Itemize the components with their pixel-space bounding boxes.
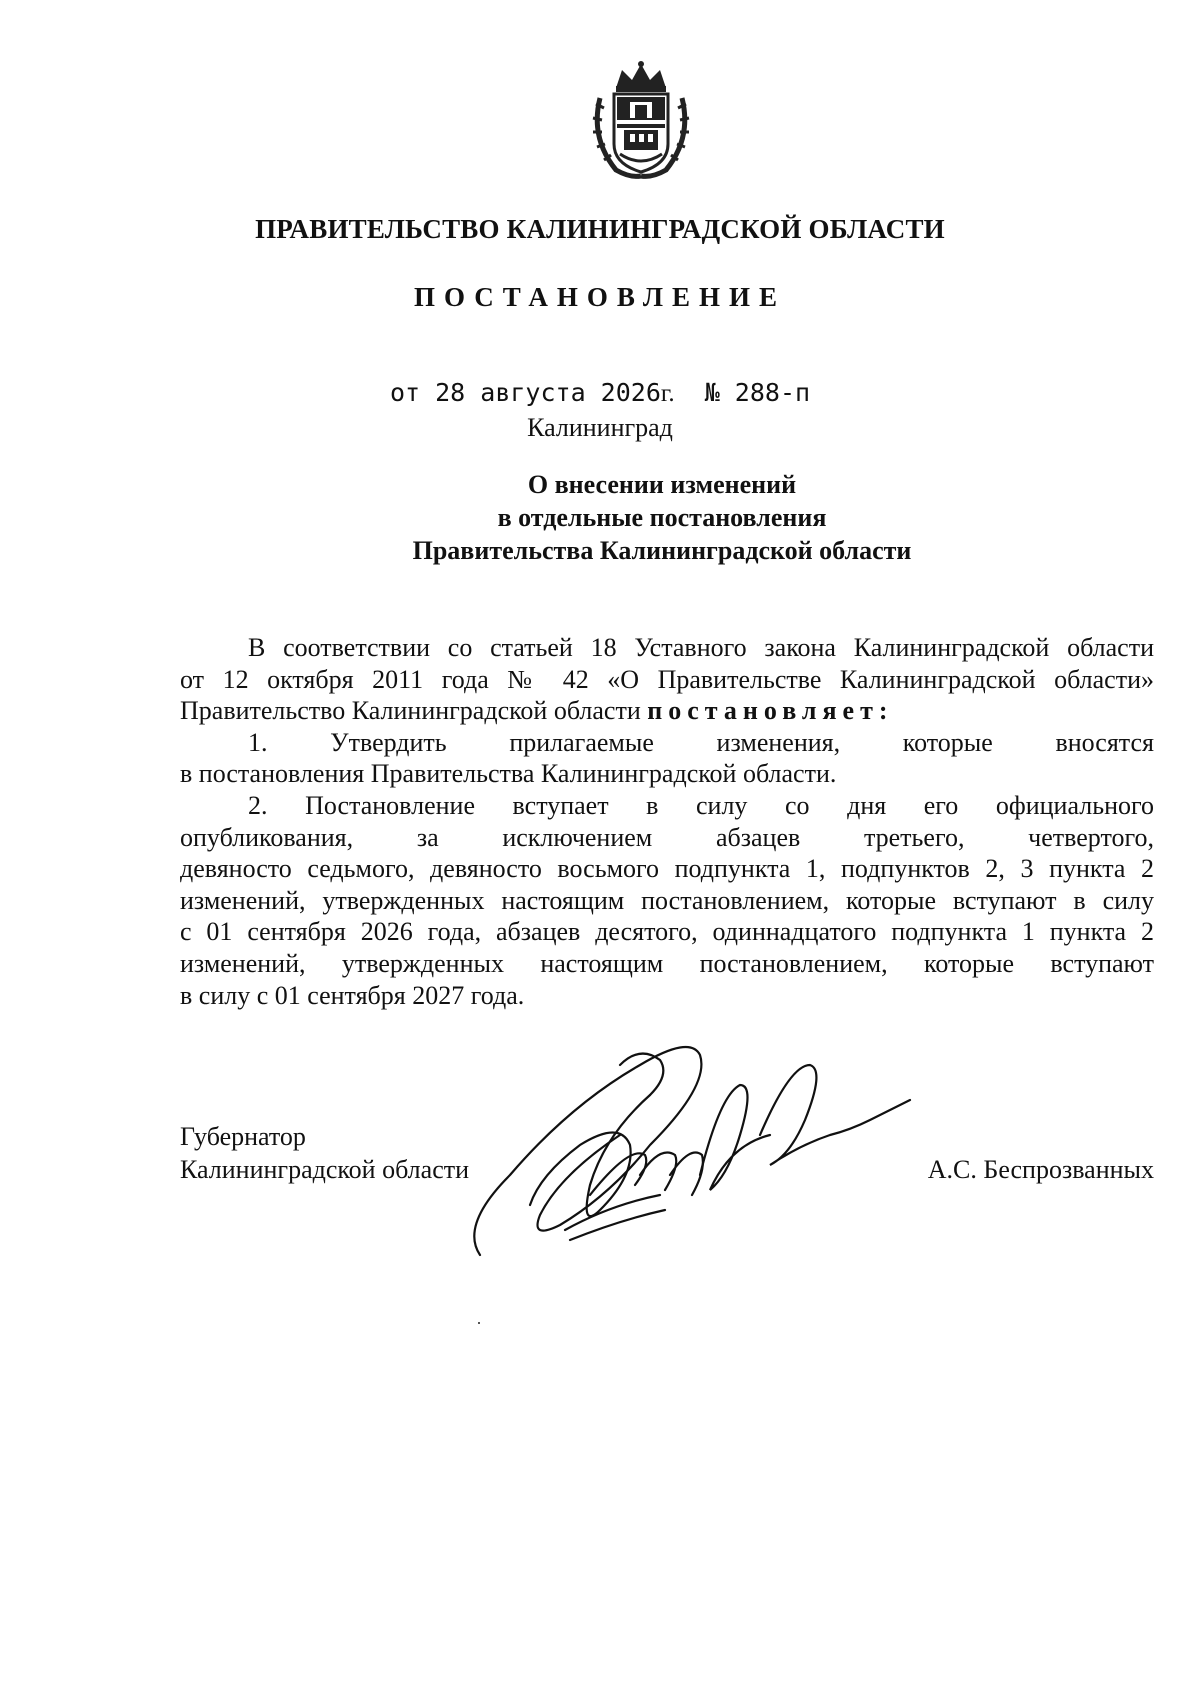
date-number-line: [0, 378, 1200, 408]
title-line: Правительства Калининградской области: [412, 536, 912, 565]
organization-name: ПРАВИТЕЛЬСТВО КАЛИНИНГРАДСКОЙ ОБЛАСТИ: [255, 214, 945, 244]
item-2-line: опубликования, за исключением абзацев третьего, четвертого,: [180, 822, 1154, 852]
document-number: № 288-п: [704, 378, 811, 407]
item-2-line: в силу с 01 сентября 2027 года.: [180, 980, 525, 1010]
item-2-line: изменений, утвержденных настоящим постановлением, которые вступают: [180, 948, 1154, 978]
decree-word: постановляет:: [647, 696, 894, 726]
title-line: в отдельные постановления: [497, 503, 827, 532]
signer-name: А.С. Беспрозванных: [927, 1155, 1154, 1184]
date-prefix: от: [389, 378, 421, 407]
city: Калининград: [527, 413, 673, 442]
item-2-line: изменений, утвержденных настоящим постановлением, которые вступают в силу: [180, 885, 1154, 915]
document-type: ПОСТАНОВЛЕНИЕ: [413, 282, 787, 312]
preamble-line: от 12 октября 2011 года № 42 «О Правительстве Калининградской области»: [180, 664, 1154, 694]
scan-speck: [478, 1322, 480, 1324]
document-body: [180, 632, 1154, 1011]
handwritten-signature-icon: [470, 1025, 940, 1270]
item-2-line: девяносто седьмого, девяносто восьмого подпункта 1, подпунктов 2, 3 пункта 2: [180, 854, 1154, 884]
date-suffix: г.: [660, 380, 675, 407]
document-title: [392, 468, 932, 567]
item-1-line: в постановления Правительства Калининградской области.: [180, 759, 837, 789]
item-2-line: 2. Постановление вступает в силу со дня его официального: [248, 790, 1154, 820]
title-line: О внесении изменений: [527, 470, 797, 499]
coat-of-arms-icon: [586, 58, 696, 182]
position-line: Губернатор: [180, 1122, 306, 1151]
item-1-line: 1. Утвердить прилагаемые изменения, которые вносятся: [248, 727, 1154, 757]
preamble-line: В соответствии со статьей 18 Уставного закона Калининградской области: [248, 633, 1154, 662]
position-line: Калининградской области: [180, 1155, 470, 1184]
signer-position: [180, 1120, 469, 1186]
preamble-line: [180, 695, 1154, 727]
preamble-subject: Правительство Калининградской области: [180, 696, 641, 726]
date-value: 28 августа 2026: [435, 378, 661, 407]
item-2-line: с 01 сентября 2026 года, абзацев десятого, одиннадцатого подпункта 1 пункта 2: [180, 917, 1154, 947]
